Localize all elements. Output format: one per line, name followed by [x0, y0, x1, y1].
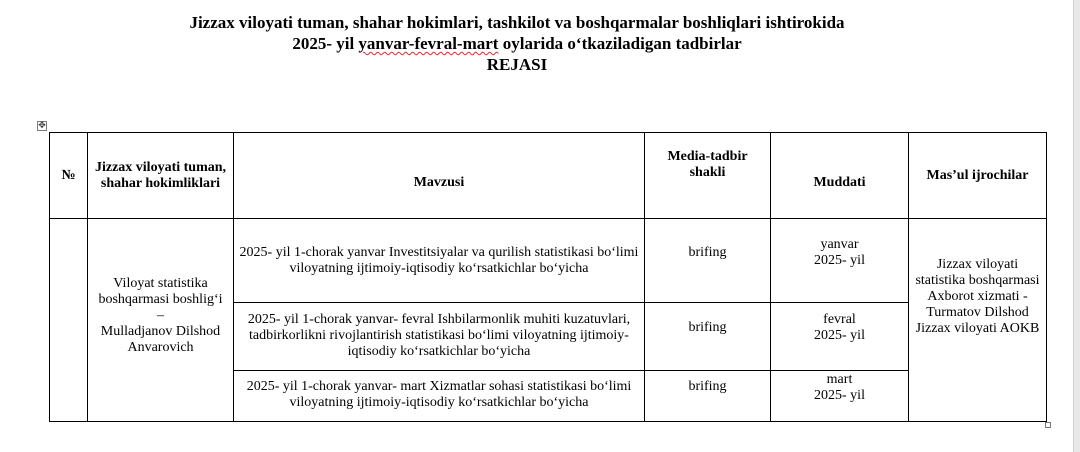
media-cell[interactable]: brifing	[645, 219, 771, 303]
title-line-2	[0, 33, 1034, 54]
district-position: Viloyat statistika boshqarmasi boshlig‘i	[98, 276, 223, 307]
header-term[interactable]: Muddati	[771, 133, 909, 219]
district-dash: –	[157, 308, 164, 323]
topic-cell[interactable]: 2025- yil 1-chorak yanvar Investitsiyalar va qurilish statistikasi bo‘limi viloyatning ijtimoiy-iqtisodiy ko‘rsatkichlar bo‘yicha	[234, 219, 645, 303]
window-edge	[1073, 0, 1080, 452]
table-resize-handle[interactable]	[1045, 422, 1051, 428]
media-cell[interactable]: brifing	[645, 371, 771, 422]
events-plan-table	[49, 132, 1047, 422]
term-cell[interactable]	[771, 303, 909, 371]
term-month: yanvar	[820, 237, 859, 252]
header-topic[interactable]: Mavzusi	[234, 133, 645, 219]
title-line-2-prefix: 2025- yil	[292, 34, 359, 53]
document-title	[0, 12, 1034, 75]
district-person: Mulladjanov Dilshod Anvarovich	[100, 324, 221, 355]
responsible-cell[interactable]	[909, 219, 1047, 422]
title-line-2-suffix: oylarida o‘tkaziladigan tadbirlar	[498, 34, 742, 53]
table-header-row	[50, 133, 1047, 219]
term-month: fevral	[823, 312, 856, 327]
media-cell[interactable]: brifing	[645, 303, 771, 371]
header-responsible[interactable]: Mas’ul ijrochilar	[909, 133, 1047, 219]
term-year: 2025- yil	[814, 253, 865, 268]
title-line-1: Jizzax viloyati tuman, shahar hokimlari, tashkilot va boshqarmalar boshliqlari ishtirokida	[189, 13, 845, 32]
title-line-3: REJASI	[486, 55, 548, 74]
number-cell[interactable]	[50, 219, 88, 422]
responsible-org: Jizzax viloyati statistika boshqarmasi Axborot xizmati -	[915, 257, 1040, 304]
topic-cell[interactable]: 2025- yil 1-chorak yanvar- mart Xizmatlar sohasi statistikasi bo‘limi viloyatning ijtimoiy-iqtisodiy ko‘rsatkichlar bo‘yicha	[234, 371, 645, 422]
table-move-handle-icon[interactable]: ✥	[38, 121, 46, 131]
table-row	[50, 219, 1047, 303]
district-cell[interactable]	[88, 219, 234, 422]
term-cell[interactable]	[771, 219, 909, 303]
topic-cell[interactable]: 2025- yil 1-chorak yanvar- fevral Ishbilarmonlik muhiti kuzatuvlari, tadbirkorlikni rivojlantirish statistikasi bo‘limi viloyatning ijtimoiy-iqtisodiy ko‘rsatkichlar bo‘yicha	[234, 303, 645, 371]
header-district[interactable]: Jizzax viloyati tuman, shahar hokimliklari	[88, 133, 234, 219]
responsible-person: Turmatov Dilshod	[926, 305, 1029, 320]
responsible-agency: Jizzax viloyati AOKB	[915, 321, 1040, 336]
spellcheck-underlined-months[interactable]: yanvar-fevral-mart	[358, 34, 499, 53]
term-month: mart	[826, 372, 853, 387]
term-year: 2025- yil	[814, 328, 865, 343]
header-media[interactable]: Media-tadbir shakli	[645, 133, 771, 219]
term-year: 2025- yil	[814, 388, 865, 403]
header-number[interactable]: №	[50, 133, 88, 219]
term-cell[interactable]	[771, 371, 909, 422]
